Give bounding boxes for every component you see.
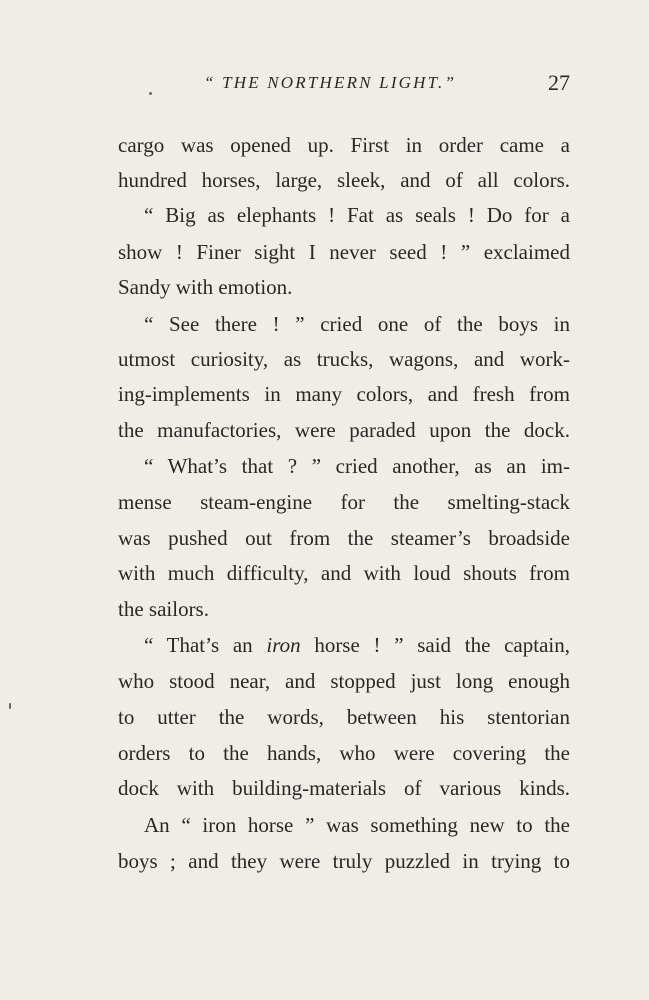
text-line: Sandy with emotion.	[118, 275, 293, 299]
text-line: utmost curiosity, as trucks, wagons, and work-	[118, 347, 570, 371]
text-line: hundred horses, large, sleek, and of all colors.	[118, 168, 570, 192]
text-line: “ See there ! ” cried one of the boys in	[144, 312, 570, 336]
text-line: the sailors.	[118, 597, 209, 621]
text-line: was pushed out from the steamer’s broadside	[118, 526, 570, 550]
text-line: dock with building-materials of various kinds.	[118, 776, 570, 800]
stray-mark	[9, 703, 11, 709]
text-line: “ What’s that ? ” cried another, as an im-	[144, 454, 570, 478]
text-line: who stood near, and stopped just long enough	[118, 669, 570, 693]
text-line: to utter the words, between his stentorian	[118, 705, 570, 729]
text-line: the manufactories, were paraded upon the dock.	[118, 418, 570, 442]
stray-mark	[149, 92, 152, 95]
text-line: “ Big as elephants ! Fat as seals ! Do for a	[144, 203, 570, 227]
text-line: show ! Finer sight I never seed ! ” exclaimed	[118, 240, 570, 264]
text-segment: horse ! ” said the captain,	[300, 633, 570, 657]
text-line: cargo was opened up. First in order came a	[118, 133, 570, 157]
running-title: “ THE NORTHERN LIGHT.”	[204, 73, 457, 92]
running-head	[118, 70, 570, 101]
text-line: mense steam-engine for the smelting-stack	[118, 490, 570, 514]
text-segment: “ That’s an	[144, 633, 267, 657]
text-line: orders to the hands, who were covering the	[118, 741, 570, 765]
text-line: boys ; and they were truly puzzled in trying to	[118, 849, 570, 873]
page-number: 27	[548, 70, 570, 95]
italic-word: iron	[266, 633, 301, 657]
text-line: with much difficulty, and with loud shouts from	[118, 561, 570, 585]
text-line: ing-implements in many colors, and fresh from	[118, 382, 570, 406]
text-line: An “ iron horse ” was something new to the	[144, 813, 570, 837]
text-line	[144, 633, 570, 657]
